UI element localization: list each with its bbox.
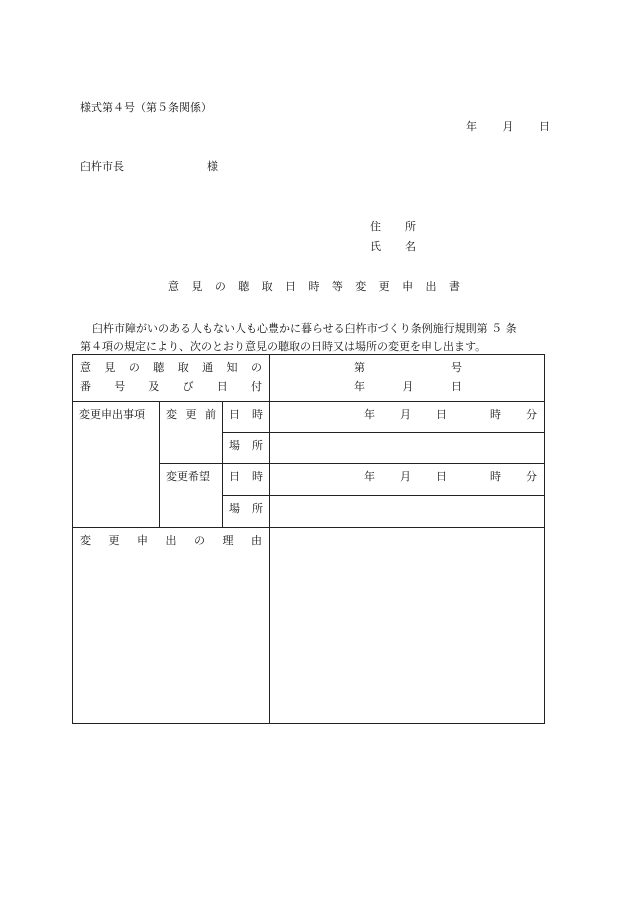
name-char: 氏 — [370, 240, 381, 253]
hour-label: 時 — [490, 470, 501, 483]
before-place-field[interactable] — [270, 433, 544, 463]
before-label — [166, 406, 216, 422]
day-label: 日 — [436, 470, 447, 483]
label-char: 由 — [251, 534, 262, 547]
label-char: 場 — [229, 502, 240, 515]
label-char: 通 — [202, 361, 214, 374]
label-char: 時 — [252, 408, 263, 421]
label-char: 知 — [226, 361, 238, 374]
reason-field[interactable] — [270, 528, 544, 723]
desired-datetime-field[interactable] — [270, 464, 544, 495]
title-char: 聴 — [238, 280, 250, 293]
label-char: 所 — [252, 439, 263, 452]
desired-datetime-label — [229, 468, 263, 484]
body-line-2: 第４項の規定により、次のとおり意見の聴取の日時又は場所の変更を申し出ます。 — [80, 340, 487, 353]
title-char: 日 — [285, 280, 297, 293]
label-char: 日 — [229, 408, 240, 421]
label-char: 申 — [137, 534, 148, 547]
label-char: 所 — [252, 502, 263, 515]
title-char: の — [214, 280, 226, 293]
hour-label: 時 — [490, 408, 501, 421]
applicant-address-label — [370, 218, 416, 234]
label-char: 日 — [216, 380, 228, 393]
year-label: 年 — [364, 470, 375, 483]
reason-label — [80, 532, 262, 548]
name-char: 名 — [405, 240, 416, 253]
minute-label: 分 — [526, 470, 537, 483]
label-char: 前 — [205, 408, 216, 421]
label-char: 出 — [165, 534, 177, 547]
title-char: 申 — [402, 280, 414, 293]
label-char: 更 — [108, 534, 120, 547]
label-char: 番 — [80, 380, 91, 393]
notice-day-label: 日 — [451, 380, 462, 393]
before-datetime-field[interactable] — [270, 402, 544, 432]
label-char: 聴 — [153, 361, 165, 374]
label-char: 時 — [252, 470, 263, 483]
applicant-name-label — [370, 238, 416, 254]
addressee-honorific: 様 — [207, 160, 218, 173]
title-char: 時 — [308, 280, 320, 293]
date-month-label: 月 — [502, 120, 514, 133]
notice-go-label: 号 — [451, 361, 462, 374]
title-char: 意 — [168, 280, 179, 293]
year-label: 年 — [364, 408, 375, 421]
date-day-label: 日 — [539, 120, 550, 133]
title-char: 見 — [191, 280, 203, 293]
addressee-mayor: 臼杵市長 — [80, 160, 124, 173]
minute-label: 分 — [526, 408, 537, 421]
label-char: 変 — [80, 534, 91, 547]
title-char: 出 — [425, 280, 437, 293]
label-char: 更 — [185, 408, 197, 421]
address-char: 所 — [405, 220, 416, 233]
body-line-1: 臼杵市障がいのある人もない人も心豊かに暮らせる臼杵市づくり条例施行規則第 ５ 条 — [92, 322, 517, 335]
title-char: 取 — [261, 280, 273, 293]
label-char: 見 — [104, 361, 116, 374]
title-char: 書 — [448, 280, 460, 293]
notice-label-line2 — [80, 378, 262, 394]
label-char: 取 — [177, 361, 189, 374]
label-char: 号 — [114, 380, 126, 393]
title-char: 変 — [355, 280, 367, 293]
month-label: 月 — [400, 408, 411, 421]
label-char: び — [182, 380, 194, 393]
desired-place-label — [229, 500, 263, 516]
change-items-label: 変更申出事項 — [79, 408, 145, 421]
desired-label: 変更希望 — [166, 470, 210, 483]
label-char: 日 — [229, 470, 240, 483]
label-char: の — [250, 361, 262, 374]
notice-date-field[interactable] — [354, 378, 462, 394]
submission-date — [466, 118, 550, 134]
before-datetime-label — [229, 406, 263, 422]
label-char: 及 — [148, 380, 160, 393]
desired-place-field[interactable] — [270, 496, 544, 527]
label-char: 変 — [166, 408, 177, 421]
notice-number-field[interactable] — [354, 359, 462, 375]
document-title — [168, 278, 460, 294]
form-number: 様式第４号（第５条関係） — [80, 101, 212, 114]
label-char: 場 — [229, 439, 240, 452]
address-char: 住 — [370, 220, 381, 233]
title-char: 等 — [331, 280, 343, 293]
label-char: 理 — [222, 534, 234, 547]
title-char: 更 — [378, 280, 390, 293]
label-char: 意 — [80, 361, 91, 374]
label-char: 付 — [250, 380, 262, 393]
notice-label-line1 — [80, 359, 262, 375]
notice-year-label: 年 — [354, 380, 365, 393]
notice-month-label: 月 — [402, 380, 414, 393]
before-place-label — [229, 437, 263, 453]
label-char: の — [194, 534, 205, 547]
label-char: の — [128, 361, 140, 374]
day-label: 日 — [436, 408, 447, 421]
date-year-label: 年 — [466, 120, 477, 133]
month-label: 月 — [400, 470, 411, 483]
notice-dai-label: 第 — [354, 361, 365, 374]
